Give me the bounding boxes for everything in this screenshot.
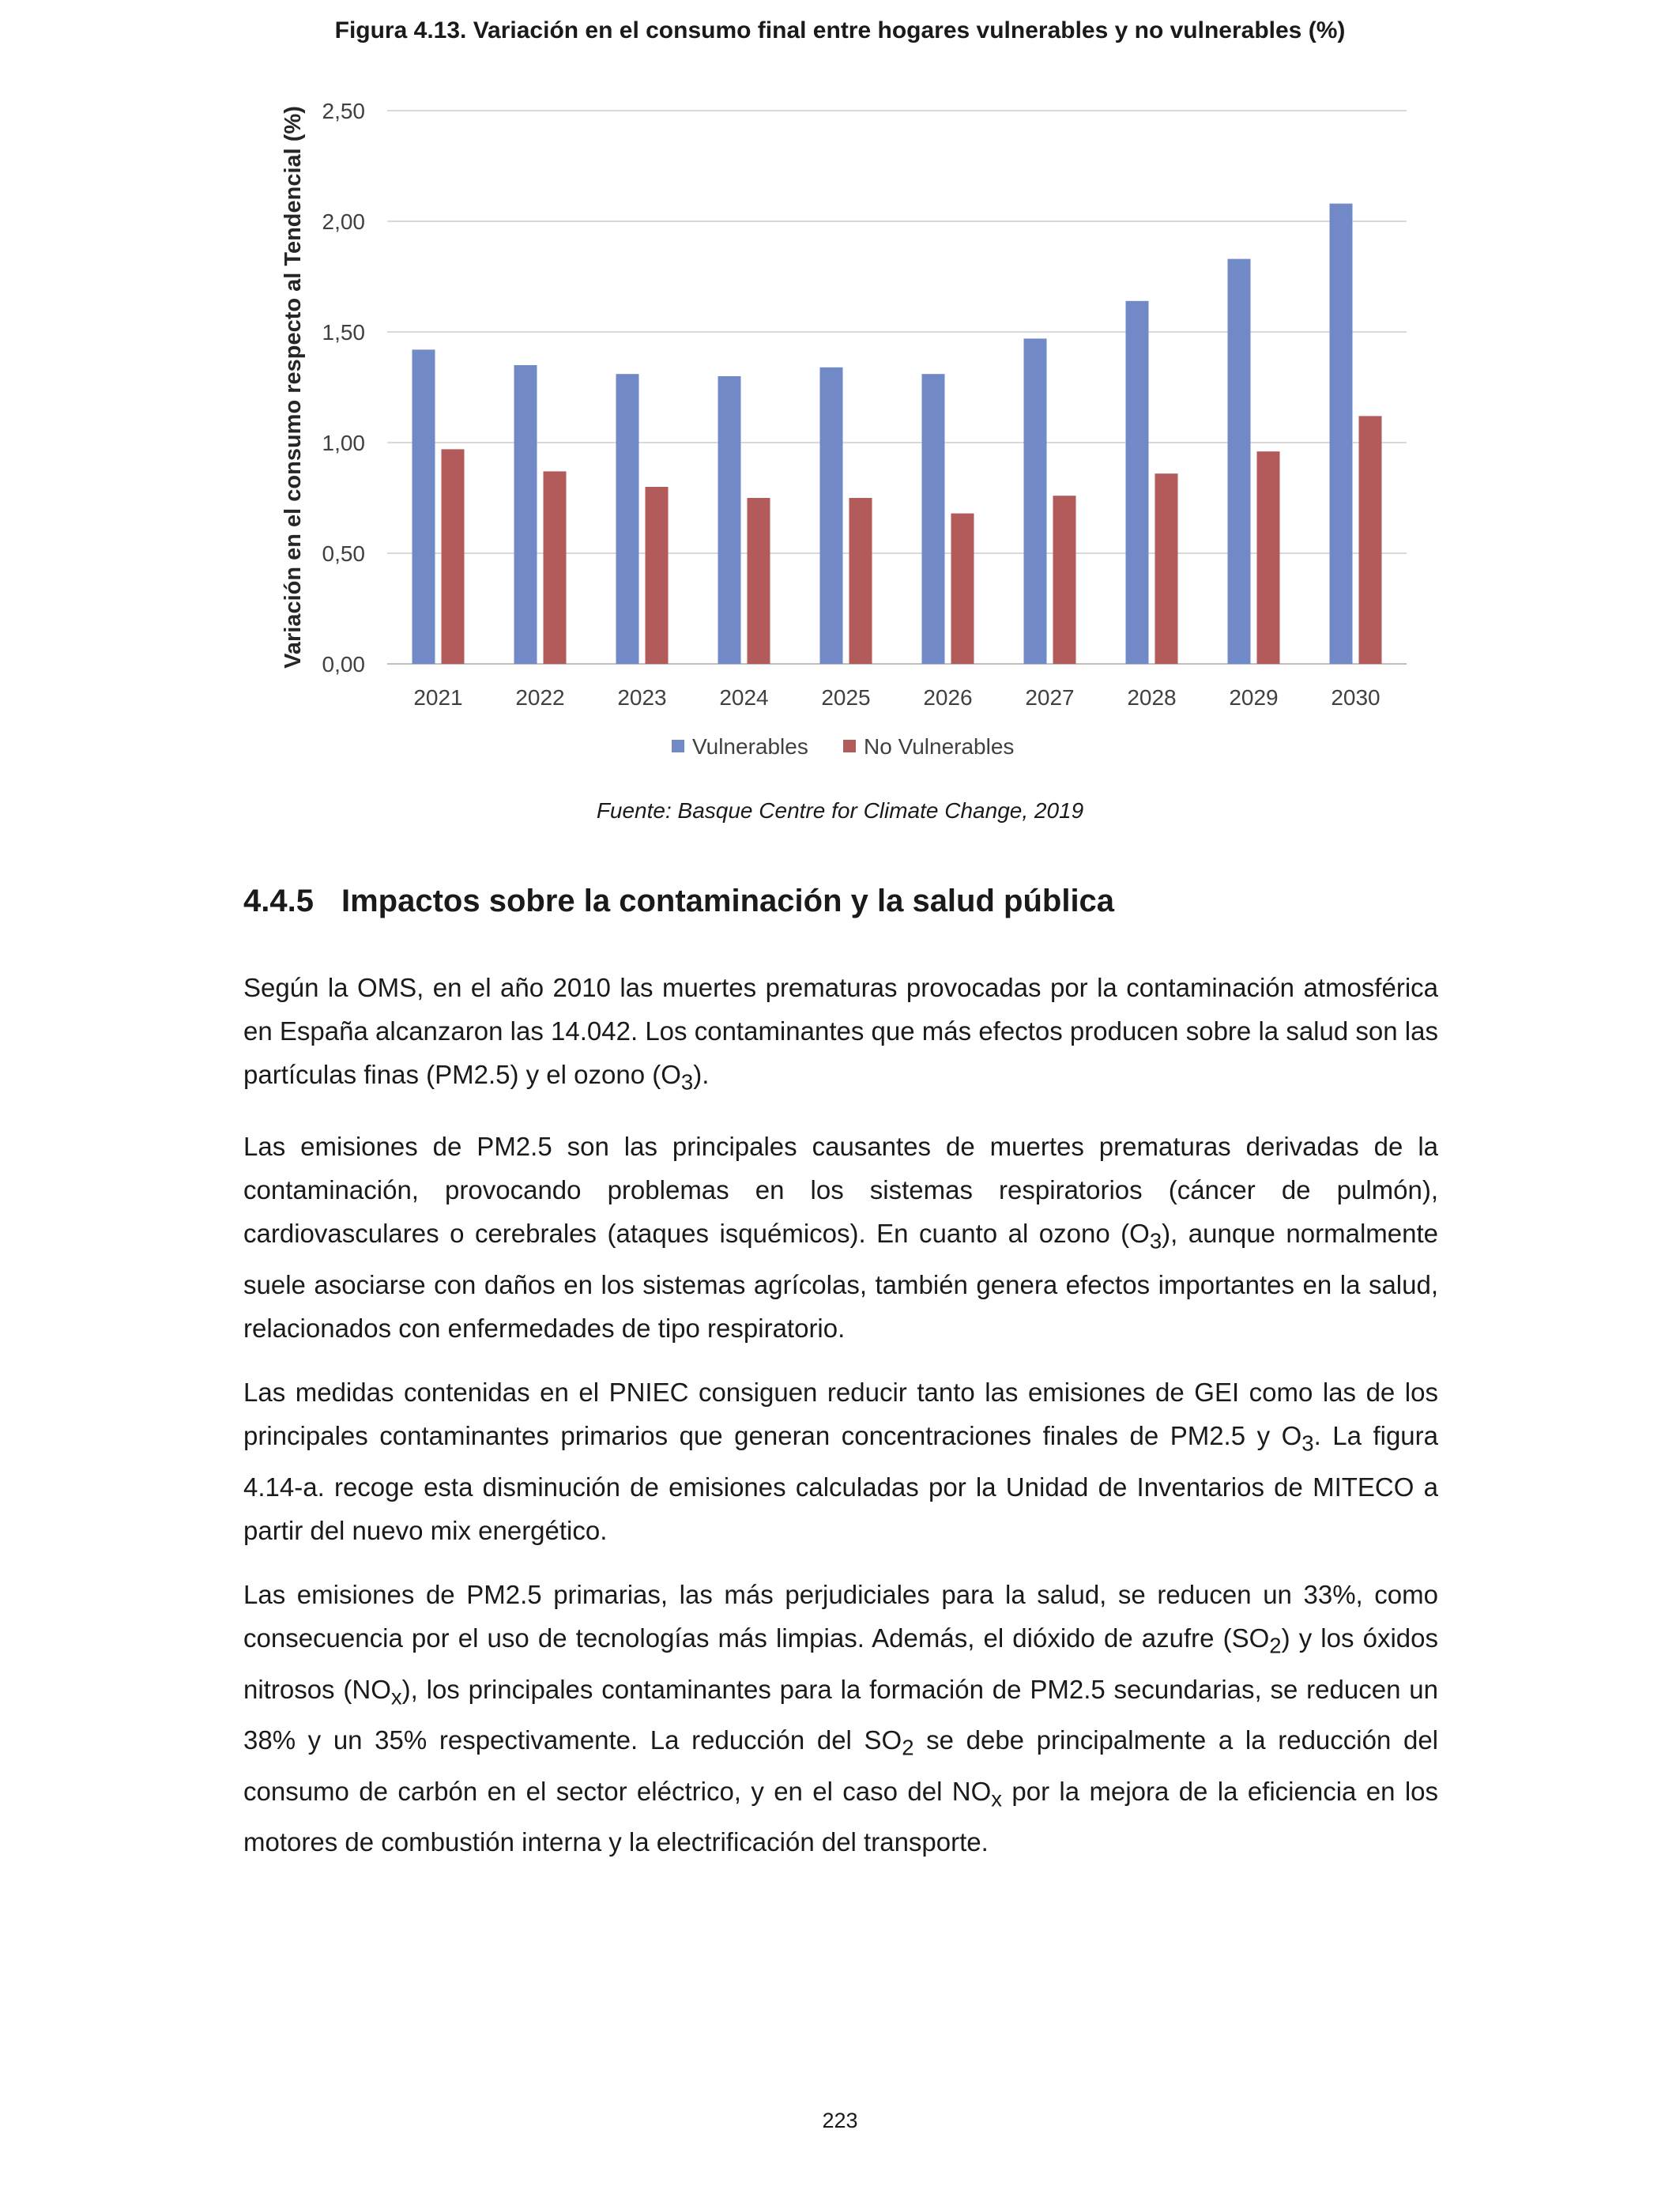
y-tick-label: 0,50 xyxy=(322,541,365,566)
paragraph-text: por la mejora de la eficiencia en los motores de combustión interna y la electrificación del transporte. xyxy=(243,1776,1438,1857)
bar-vulnerables xyxy=(718,376,741,664)
paragraph-text: ), aunque normalmente suele asociarse con daños en los sistemas agrícolas, también genera efectos importantes en la salud, relacionados con enfermedades de tipo respiratorio. xyxy=(243,1219,1438,1343)
x-tick-label: 2021 xyxy=(413,685,463,710)
section-heading xyxy=(243,884,1114,919)
bar-no-vulnerables xyxy=(1155,473,1178,664)
paragraph-text: Las medidas contenidas en el PNIEC consiguen reducir tanto las emisiones de GEI como las de los principales contaminantes primarios que generan concentraciones finales de PM2.5 y O xyxy=(243,1378,1438,1450)
bar-vulnerables xyxy=(1330,204,1353,664)
paragraph-text: Las emisiones de PM2.5 son las principales causantes de muertes prematuras derivadas de la contaminación, provocando problemas en los sistemas respiratorios (cáncer de pulmón), cardiovasculares o cerebrales (ataques isquémicos). En cuanto al ozono (O xyxy=(243,1132,1438,1248)
x-tick-label: 2030 xyxy=(1331,685,1381,710)
bar-vulnerables xyxy=(820,368,843,664)
paragraph-text: se debe principalmente a la reducción del consumo de carbón en el sector eléctrico, y en el caso del NO xyxy=(243,1725,1438,1806)
bar-no-vulnerables xyxy=(442,449,465,664)
bar-vulnerables xyxy=(1126,301,1149,664)
bar-vulnerables xyxy=(922,374,945,664)
bar-no-vulnerables xyxy=(748,498,770,664)
y-tick-label: 0,00 xyxy=(322,652,365,677)
section-number: 4.4.5 xyxy=(243,884,314,918)
bar-no-vulnerables xyxy=(1359,416,1382,664)
subscript: 3 xyxy=(1149,1228,1162,1253)
legend-swatch xyxy=(672,740,684,752)
x-tick-label: 2024 xyxy=(719,685,769,710)
x-tick-label: 2025 xyxy=(821,685,871,710)
page-number: 223 xyxy=(822,2109,858,2132)
bar-vulnerables xyxy=(412,349,435,664)
subscript: 3 xyxy=(1301,1431,1314,1456)
paragraph-2 xyxy=(243,1125,1438,1350)
bar-no-vulnerables xyxy=(1053,496,1076,664)
paragraph-text: Las emisiones de PM2.5 primarias, las más perjudiciales para la salud, se reducen un 33%, como consecuencia por el uso de tecnologías más limpias. Además, el dióxido de azufre (SO xyxy=(243,1580,1438,1653)
bar-vulnerables xyxy=(1228,259,1251,664)
legend-label: Vulnerables xyxy=(692,734,808,759)
x-tick-label: 2023 xyxy=(617,685,667,710)
bar-no-vulnerables xyxy=(646,487,669,664)
bar-no-vulnerables xyxy=(849,498,872,664)
y-tick-label: 2,50 xyxy=(322,99,365,123)
paragraph-text: ), los principales contaminantes para la formación de PM2.5 secundarias, se reducen un 38% y un 35% respectivamente. La reducción del SO xyxy=(243,1674,1438,1755)
legend-swatch xyxy=(843,740,856,752)
subscript: x xyxy=(390,1684,402,1710)
subscript: 2 xyxy=(1269,1633,1282,1658)
x-tick-label: 2028 xyxy=(1127,685,1177,710)
paragraph-text: Según la OMS, en el año 2010 las muertes prematuras provocadas por la contaminación atmosférica en España alcanzaron las 14.042. Los contaminantes que más efectos producen sobre la salud son las partículas finas (PM2.5) y el ozono (O xyxy=(243,973,1438,1089)
paragraph-1 xyxy=(243,966,1438,1104)
paragraph-text: ). xyxy=(693,1060,710,1089)
y-tick-label: 2,00 xyxy=(322,209,365,234)
bar-vulnerables xyxy=(514,365,537,664)
legend-label: No Vulnerables xyxy=(864,734,1015,759)
section-title: Impactos sobre la contaminación y la salud pública xyxy=(341,884,1115,918)
subscript: 2 xyxy=(902,1735,914,1760)
y-tick-label: 1,50 xyxy=(322,320,365,345)
paragraph-text: ) y los óxidos nitrosos (NO xyxy=(243,1623,1438,1704)
x-tick-label: 2022 xyxy=(515,685,565,710)
y-tick-label: 1,00 xyxy=(322,431,365,455)
y-axis-label: Variación en el consumo respecto al Tendencial (%) xyxy=(281,106,306,669)
bar-vulnerables xyxy=(616,374,639,664)
bar-no-vulnerables xyxy=(951,514,974,664)
paragraph-3 xyxy=(243,1370,1438,1552)
paragraph-text: . La figura 4.14-a. recoge esta disminución de emisiones calculadas por la Unidad de Inventarios de MITECO a partir del nuevo mix energético. xyxy=(243,1421,1438,1545)
bar-chart xyxy=(269,79,1422,775)
figure-title: Figura 4.13. Variación en el consumo final entre hogares vulnerables y no vulnerables (%) xyxy=(334,17,1346,43)
x-tick-label: 2029 xyxy=(1229,685,1279,710)
x-tick-label: 2027 xyxy=(1025,685,1075,710)
paragraph-4 xyxy=(243,1573,1438,1864)
subscript: 3 xyxy=(680,1069,694,1095)
x-tick-label: 2026 xyxy=(923,685,973,710)
bar-vulnerables xyxy=(1024,338,1047,664)
subscript: x xyxy=(991,1786,1003,1811)
bar-no-vulnerables xyxy=(1257,451,1280,664)
figure-source: Fuente: Basque Centre for Climate Change, 2019 xyxy=(596,798,1084,823)
bar-no-vulnerables xyxy=(544,471,567,664)
